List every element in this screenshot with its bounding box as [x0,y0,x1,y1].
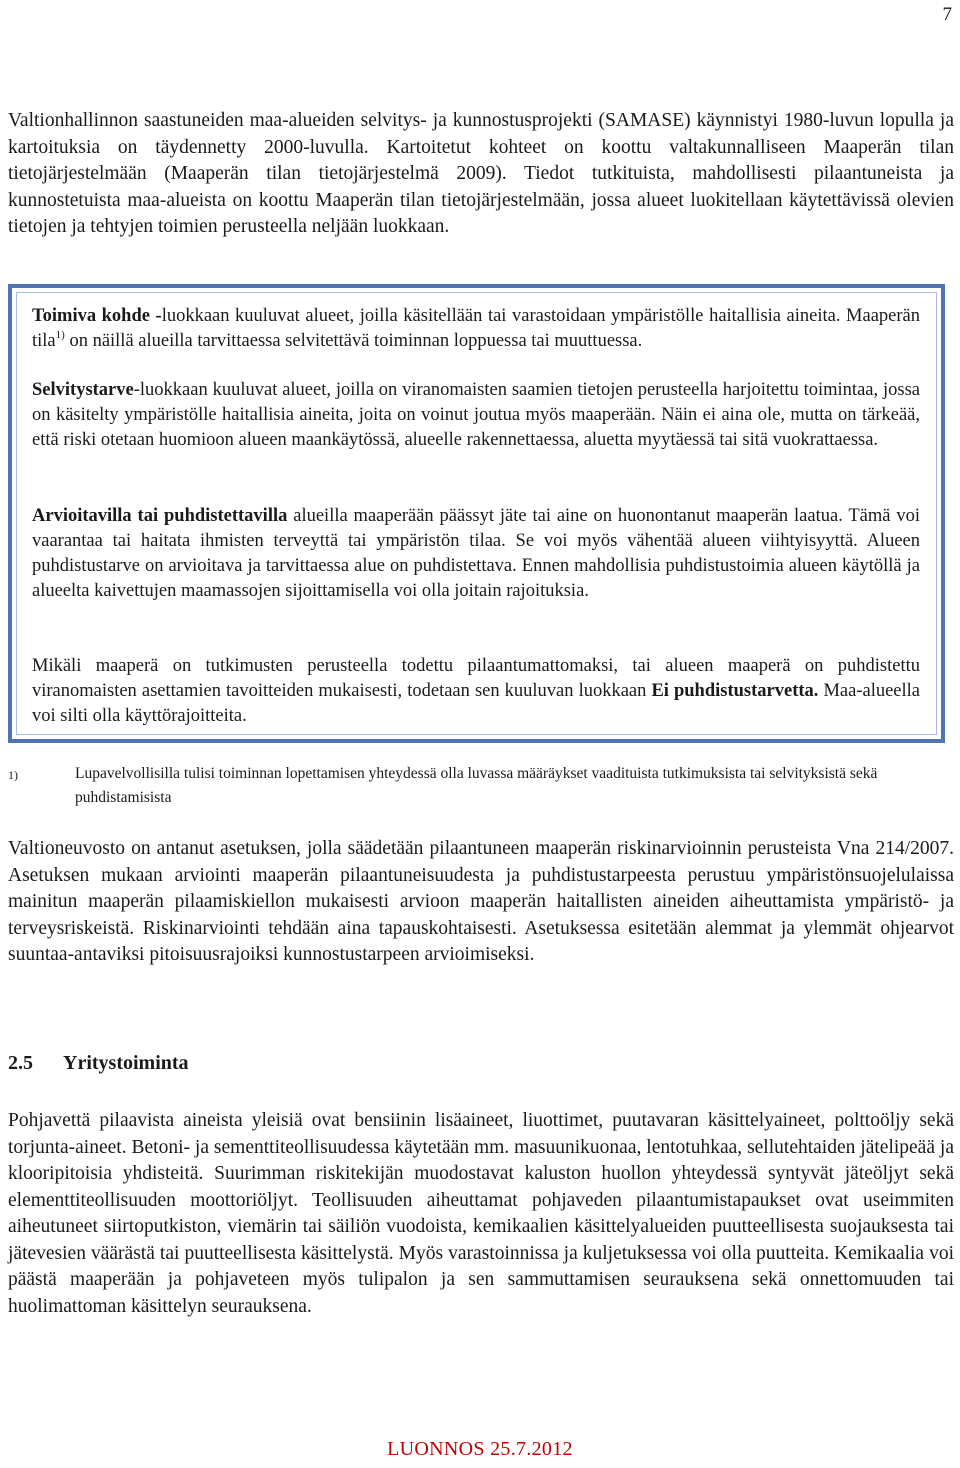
ei-puhdistustarvetta-text-b: Maa-alueella voi silti olla käyttörajoitteita. [32,681,921,726]
draft-footer: LUONNOS 25.7.2012 [387,1438,573,1460]
ei-puhdistustarvetta-term: Ei puhdistustarvetta. [651,681,819,701]
section-title: Yritystoiminta [63,1052,189,1074]
ei-puhdistustarvetta-text-a: Mikäli maaperä on tutkimusten perusteella todettu pilaantumattomaksi, tai alueen maaperä on puhdistettu viranomaisten asettamien tavoitteiden mukaisesti, todetaan sen kuuluvan luokkaan [32,656,920,701]
selvitystarve-paragraph [32,378,920,453]
yritystoiminta-paragraph: Pohjavettä pilaavista aineista yleisiä ovat bensiinin lisäaineet, liuottimet, puutavaran käsittelyaineet, polttoöljy sekä torjunta-aineet. Betoni- ja sementtiteollisuudessa käytetään mm. masuunikuonaa, lentotuhkaa, sellutehtaiden jätelipeää ja klooripitoisia yhdisteitä. Suurimman riskitekijän muodostavat kaluston huollon yhteydessä syntyvät jäteöljyt sekä elementtiteollisuuden moottoriöljyt. Teollisuuden aiheuttamat pohjaveden pilaantumistapaukset ovat useimmiten aiheutuneet siirtoputkiston, viemärin tai säiliön vuodoista, kemikaalien käsittelyalueiden puutteellisesta suojauksesta tai jätevesien väärästä tai puutteellisesta käsittelystä. Myös varastoinnissa ja kuljetuksessa voi olla puutteita. Kemikaalia voi päästä maaperään ja pohjaveteen myös tulipalon ja sen sammuttamisen seurauksena sekä onnettomuuden tai huolimattoman käsittelyn seurauksena. [8,1110,954,1317]
toimiva-kohde-text-a: luokkaan kuuluvat alueet, joilla käsitellään tai varastoidaan ympäristölle haitallisia aineita. Maaperän tila [32,306,920,351]
footnote-reference: 1) [55,329,65,341]
selvitystarve-text: -luokkaan kuuluvat alueet, joilla on viranomaisten saamien tietojen perusteella harjoitettu toimintaa, jossa on käsitelty ympäristölle haitallisia aineita, joita on voinut joutua myös maaperään. Näin ei aina ole, mutta on tärkeää, että riski otetaan huomioon alueen maankäytössä, alueelle rakennettaessa, aluetta myytäessä tai sitä vuokrattaessa. [32,380,920,450]
ei-puhdistustarvetta-paragraph [32,654,920,729]
page-number: 7 [942,4,952,25]
arvioitavilla-text: alueilla maaperään päässyt jäte tai aine on huonontanut maaperän laatua. Tämä voi vaarantaa tai haitata ihmisten terveyttä tai ympäristön tilaa. Se voi myös vähentää alueen viihtyisyyttä. Alueen puhdistustarve on arvioitava ja tarvittaessa alue on puhdistettava. Ennen mahdollisia puhdistustoimia alueen käytöllä ja alueelta kaivettujen maamassojen sijoittamisella voi olla joitain rajoituksia. [32,506,921,601]
intro-paragraph: Valtionhallinnon saastuneiden maa-alueiden selvitys- ja kunnostusprojekti (SAMASE) käynnistyi 1980-luvun lopulla ja kartoituksia on täydennetty 2000-luvulla. Kartoitetut kohteet on koottu valtakunnalliseen Maaperän tilan tietojärjestelmään (Maaperän tilan tietojärjestelmä 2009). Tiedot tutkituista, mahdollisesti pilaantuneista ja kunnostetuista maa-alueista on koottu Maaperän tilan tietojärjestelmään, jossa alueet luokitellaan käytettävissä olevien tietojen ja tehtyjen toimien perusteella neljään luokkaan. [8,110,954,237]
toimiva-kohde-term: Toimiva kohde - [32,306,162,326]
toimiva-kohde-text-b: on näillä alueilla tarvittaessa selvitettävä toiminnan loppuessa tai muuttuessa. [64,331,643,351]
asetus-paragraph: Valtioneuvosto on antanut asetuksen, jolla säädetään pilaantuneen maaperän riskinarvioinnin perusteista Vna 214/2007. Asetuksen mukaan arviointi maaperän pilaantuneisuudesta ja puhdistustarpeesta perustuu ympäristönsuojelulaissa mainitun maaperän pilaamiskiellon mukaisesti arvioon maaperän haitallisten aineiden aiheuttamista ympäristö- ja terveysriskeistä. Riskinarviointi tehdään aina tapauskohtaisesti. Asetuksessa esitetään alemmat ja ylemmät ohjearvot suuntaa-antaviksi pitoisuusrajoiksi kunnostustarpeen arvioimiseksi. [8,838,954,965]
arvioitavilla-paragraph [32,504,920,604]
section-number: 2.5 [8,1052,33,1074]
selvitystarve-term: Selvitystarve [32,380,134,400]
toimiva-kohde-paragraph [32,304,920,354]
footnote-marker: 1) [8,768,18,782]
section-heading [8,1049,189,1077]
classification-box [8,284,945,743]
footnote-text: Lupavelvollisilla tulisi toiminnan lopettamisen yhteydessä olla luvassa määräykset vaadituista tutkimuksista tai selvityksistä sekä puhdistamisista [75,765,878,806]
arvioitavilla-term: Arvioitavilla tai puhdistettavilla [32,506,288,526]
